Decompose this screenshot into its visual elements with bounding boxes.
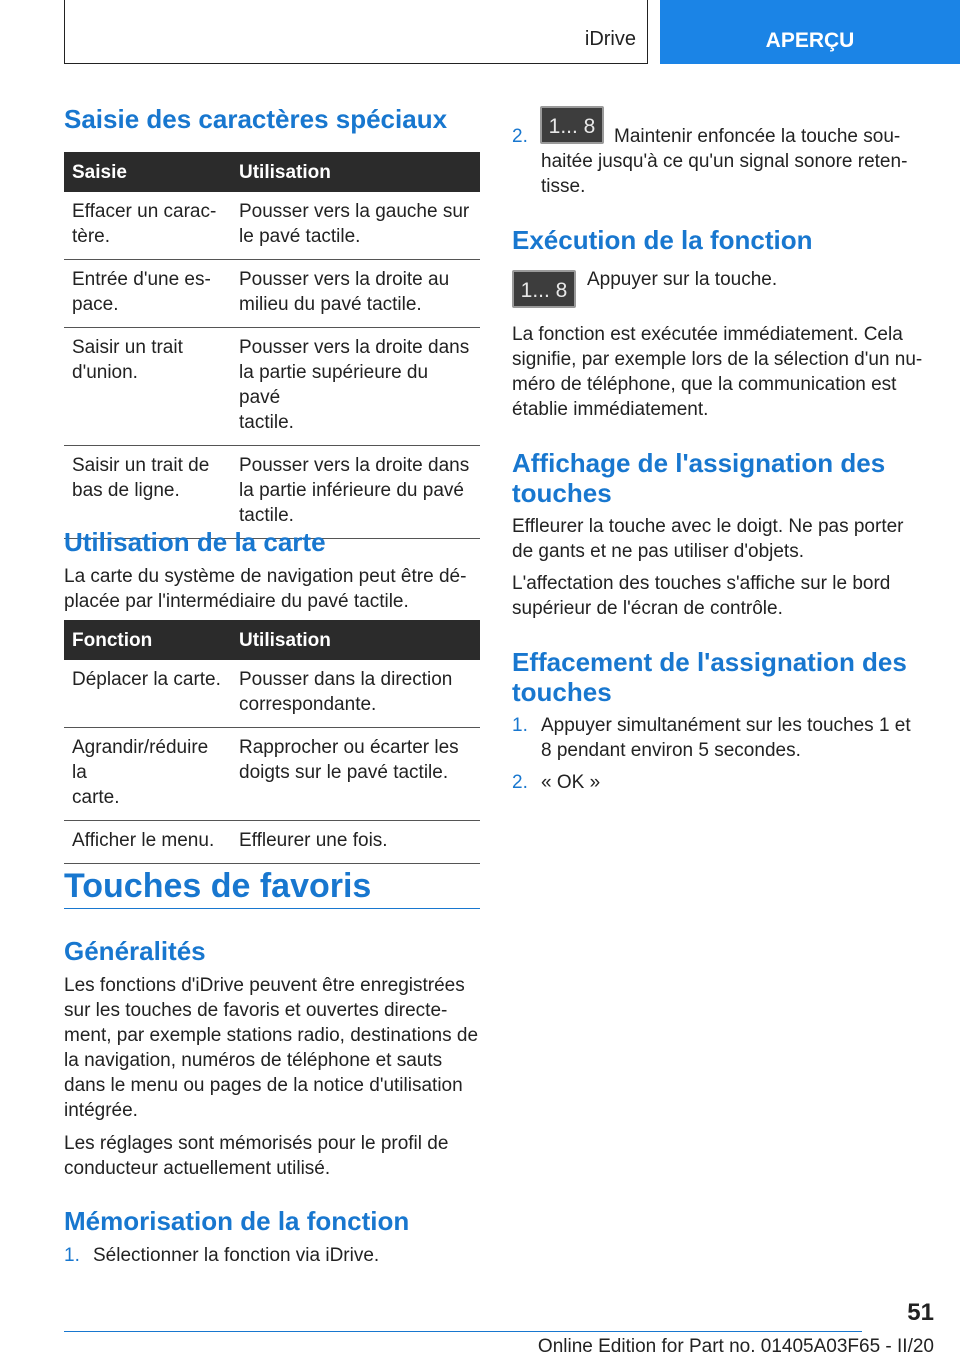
favorite-keys-icon-graphic xyxy=(514,272,574,306)
table-row xyxy=(64,192,480,260)
page-number: 51 xyxy=(907,1299,934,1326)
step2-line1: Maintenir enfoncée la touche sou- xyxy=(614,126,901,147)
general-heading: Généralités xyxy=(64,936,206,966)
list-number: 1. xyxy=(64,1245,80,1266)
table-cell: Pousser dans la direction correspondante. xyxy=(231,660,480,728)
list-item xyxy=(64,1243,484,1268)
exec-key-text: Appuyer sur la touche. xyxy=(587,269,778,290)
footer-rule xyxy=(64,1331,862,1332)
table-cell: Pousser vers la gauche sur le pavé tactile. xyxy=(231,192,480,260)
table-row xyxy=(64,660,480,728)
footer-edition: Online Edition for Part no. 01405A03F65 - II/20 xyxy=(537,1336,934,1357)
display-heading: Affichage de l'assignation des touches xyxy=(512,448,886,508)
favorites-heading: Touches de favoris xyxy=(64,867,372,905)
key-label: 1... 8 xyxy=(520,279,568,302)
header-chapter-tab: APERÇU xyxy=(660,0,960,64)
table-cell: Effleurer une fois. xyxy=(231,821,480,864)
table-cell: Saisir un trait d'union. xyxy=(64,328,231,446)
table-cell: Effacer un carac- tère. xyxy=(64,192,231,260)
table-cell: Pousser vers la droite dans la partie supérieure du pavé tactile. xyxy=(231,328,480,446)
general-paragraph-1: Les fonctions d'iDrive peuvent être enregistrées sur les touches de favoris et ouvertes directe- ment, par exemple stations radio, destinations de la navigation, numéros de téléphone et sauts dans le menu ou pages de la notice d'utilisation intégrée. xyxy=(64,975,479,1121)
table-cell: Entrée d'une es- pace. xyxy=(64,260,231,328)
list-number: 2. xyxy=(512,126,528,147)
favorite-keys-icon-graphic xyxy=(542,108,602,142)
memorize-heading: Mémorisation de la fonction xyxy=(64,1206,410,1236)
erase-heading: Effacement de l'assignation des touches xyxy=(512,647,907,707)
table-row xyxy=(64,728,480,821)
special-chars-heading: Saisie des caractères spéciaux xyxy=(64,104,448,134)
favorite-keys-icon xyxy=(540,106,604,144)
list-number: 2. xyxy=(512,772,528,793)
favorite-keys-icon xyxy=(512,270,576,308)
special-chars-table xyxy=(64,152,480,539)
table-cell: Rapprocher ou écarter les doigts sur le pavé tactile. xyxy=(231,728,480,821)
display-paragraph-1: Effleurer la touche avec le doigt. Ne pas porter de gants et ne pas utiliser d'objets. xyxy=(512,516,904,562)
table-row xyxy=(64,821,480,864)
map-heading: Utilisation de la carte xyxy=(64,527,326,557)
table-header: Utilisation xyxy=(231,620,480,660)
step2-rest: haitée jusqu'à ce qu'un signal sonore reten- tisse. xyxy=(541,151,908,197)
table-cell: Agrandir/réduire la carte. xyxy=(64,728,231,821)
list-text: Appuyer simultanément sur les touches 1 et 8 pendant environ 5 secondes. xyxy=(541,715,911,761)
heading-rule xyxy=(64,908,480,909)
table-row xyxy=(64,446,480,539)
table-header: Saisie xyxy=(64,152,231,192)
display-paragraph-2: L'affectation des touches s'affiche sur le bord supérieur de l'écran de contrôle. xyxy=(512,573,891,619)
table-header: Utilisation xyxy=(231,152,480,192)
key-label: 1... 8 xyxy=(548,115,596,138)
list-item xyxy=(512,770,942,795)
list-number: 1. xyxy=(512,715,528,736)
table-cell: Pousser vers la droite dans la partie inférieure du pavé tactile. xyxy=(231,446,480,539)
table-cell: Déplacer la carte. xyxy=(64,660,231,728)
table-header: Fonction xyxy=(64,620,231,660)
map-paragraph: La carte du système de navigation peut être dé- placée par l'intermédiaire du pavé tactile. xyxy=(64,566,467,612)
table-cell: Pousser vers la droite au milieu du pavé tactile. xyxy=(231,260,480,328)
header-section: iDrive xyxy=(584,28,636,50)
exec-paragraph: La fonction est exécutée immédiatement. Cela signifie, par exemple lors de la sélection d'un nu- méro de téléphone, que la communication est établie immédiatement. xyxy=(512,324,923,420)
table-row xyxy=(64,328,480,446)
table-cell: Saisir un trait de bas de ligne. xyxy=(64,446,231,539)
general-paragraph-2: Les réglages sont mémorisés pour le profil de conducteur actuellement utilisé. xyxy=(64,1133,449,1179)
list-text: Sélectionner la fonction via iDrive. xyxy=(93,1245,380,1266)
map-table xyxy=(64,620,480,864)
table-cell: Afficher le menu. xyxy=(64,821,231,864)
exec-heading: Exécution de la fonction xyxy=(512,225,813,255)
list-item xyxy=(512,713,942,761)
list-text: « OK » xyxy=(541,772,601,793)
table-row xyxy=(64,260,480,328)
